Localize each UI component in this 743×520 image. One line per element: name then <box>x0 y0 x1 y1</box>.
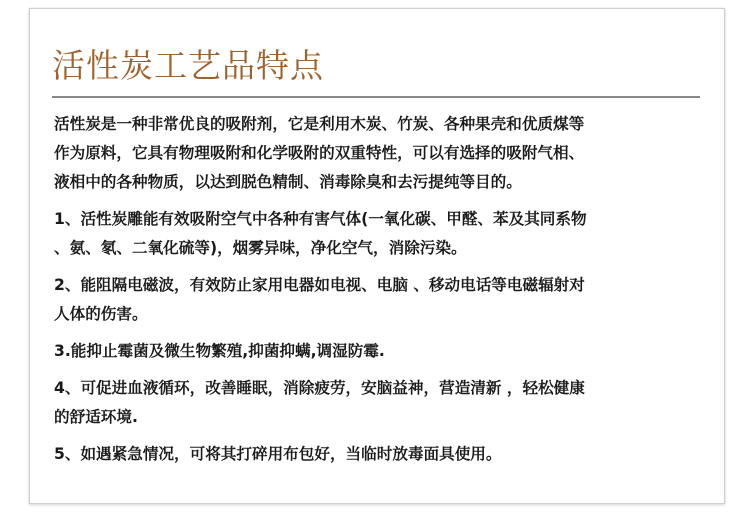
text-line: 2、能阻隔电磁波，有效防止家用电器如电视、电脑 、移动电话等电磁辐射对 <box>54 276 585 294</box>
feature-item-5 <box>54 440 702 469</box>
text-line: 作为原料，它具有物理吸附和化学吸附的双重特性，可以有选择的吸附气相、 <box>54 144 585 162</box>
feature-item-4 <box>54 374 702 432</box>
text-line: 、氨、氡、二氧化硫等)，烟雾异味，净化空气，消除污染。 <box>54 239 467 257</box>
text-line: 液相中的各种物质，以达到脱色精制、消毒除臭和去污提纯等目的。 <box>54 173 522 191</box>
intro-paragraph <box>54 110 702 197</box>
text-line: 人体的伤害。 <box>54 305 148 323</box>
text-line: 活性炭是一种非常优良的吸附剂，它是利用木炭、竹炭、各种果壳和优质煤等 <box>54 115 585 133</box>
text-line: 的舒适环境. <box>54 408 138 426</box>
feature-item-3 <box>54 337 702 366</box>
text-line: 5、如遇紧急情况，可将其打碎用布包好，当临时放毒面具使用。 <box>54 445 502 463</box>
feature-item-2 <box>54 271 702 329</box>
text-line: 3.能抑止霉菌及微生物繁殖,抑菌抑螨,调湿防霉. <box>54 342 385 360</box>
feature-item-1 <box>54 205 702 263</box>
content-body <box>54 110 702 477</box>
text-line: 4、可促进血液循环，改善睡眠，消除疲劳，安脑益神，营造清新 ，轻松健康 <box>54 379 585 397</box>
text-line: 1、活性炭雕能有效吸附空气中各种有害气体(一氧化碳、甲醛、苯及其同系物 <box>54 210 587 228</box>
title-divider <box>52 96 700 98</box>
page-title: 活性炭工艺品特点 <box>52 46 324 85</box>
